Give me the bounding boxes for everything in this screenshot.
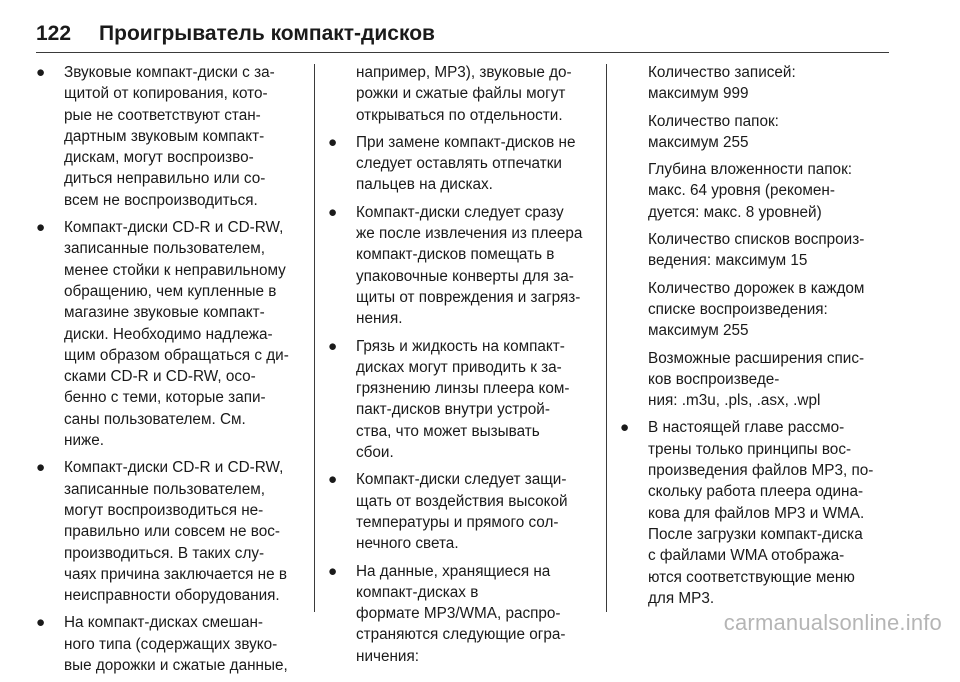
paragraph	[620, 111, 890, 154]
text-line: Количество списков воспроиз-	[648, 231, 865, 249]
text-line: правильно или совсем не вос-	[64, 523, 280, 541]
text-line: всем не воспроизводиться.	[64, 191, 258, 209]
bullet-item	[36, 62, 306, 211]
text-line: Количество дорожек в каждом	[648, 279, 865, 297]
bullet-icon: ●	[328, 203, 338, 221]
text-line: сбои.	[356, 444, 394, 462]
text-line: вые дорожки и сжатые данные,	[64, 657, 288, 675]
text-line: формате MP3/WMA, распро-	[356, 605, 561, 623]
text-line: ниже.	[64, 432, 104, 450]
text-line: следует оставлять отпечатки	[356, 155, 562, 173]
header-divider	[36, 52, 889, 53]
text-line: упаковочные конверты для за-	[356, 267, 574, 285]
text-line: Количество записей:	[648, 64, 796, 81]
bullet-icon: ●	[328, 337, 338, 355]
page-title: Проигрыватель компакт-дисков	[99, 22, 435, 45]
text-line: записанные пользователем,	[64, 480, 266, 498]
text-line: диски. Необходимо надлежа-	[64, 325, 273, 343]
text-line: На данные, хранящиеся на	[356, 562, 551, 580]
text-line: компакт-дисках в	[356, 583, 479, 601]
bullet-item	[328, 132, 593, 196]
text-line: Звуковые компакт-диски с за-	[64, 64, 275, 81]
bullet-icon: ●	[36, 459, 46, 477]
text-line: например, MP3), звуковые до-	[356, 64, 572, 81]
paragraph	[620, 62, 890, 105]
text-line: щитой от копирования, кото-	[64, 85, 268, 103]
bullet-item	[328, 469, 593, 554]
text-column-2	[328, 62, 593, 673]
text-line: дартным звуковым компакт-	[64, 127, 265, 145]
text-line: ства, что может вызывать	[356, 422, 540, 440]
paragraph	[620, 348, 890, 412]
page-header	[36, 22, 888, 52]
text-line: Компакт-диски следует защи-	[356, 471, 567, 489]
text-line: списке воспроизведения:	[648, 300, 828, 318]
text-line: дуется: макс. 8 уровней)	[648, 203, 822, 221]
text-line: щим образом обращаться с ди-	[64, 346, 289, 364]
text-line: После загрузки компакт-диска	[648, 525, 863, 543]
text-line: макс. 64 уровня (рекомен-	[648, 182, 835, 200]
text-line: температуры и прямого сол-	[356, 513, 559, 531]
text-line: ния: .m3u, .pls, .asx, .wpl	[648, 392, 821, 410]
text-line: ются соответствующие меню	[648, 568, 855, 586]
text-line: Компакт-диски CD-R и CD-RW,	[64, 219, 284, 237]
text-line: неисправности оборудования.	[64, 587, 280, 605]
bullet-icon: ●	[328, 133, 338, 151]
text-line: щать от воздействия высокой	[356, 492, 568, 510]
text-line: На компакт-дисках смешан-	[64, 614, 263, 632]
text-line: скольку работа плеера одина-	[648, 483, 864, 501]
text-line: компакт-дисков помещать в	[356, 246, 555, 264]
text-line: открываться по отдельности.	[356, 106, 563, 124]
text-line: рожки и сжатые файлы могут	[356, 85, 566, 103]
bullet-item	[328, 202, 593, 330]
text-line: произведения файлов MP3, по-	[648, 462, 874, 480]
text-line: пальцев на дисках.	[356, 176, 493, 194]
text-line: дисках могут приводить к за-	[356, 358, 562, 376]
bullet-icon: ●	[36, 219, 46, 237]
text-line: При замене компакт-дисков не	[356, 133, 576, 151]
bullet-item	[328, 336, 593, 464]
text-column-1	[36, 62, 306, 682]
text-line: кова для файлов MP3 и WMA.	[648, 504, 865, 522]
text-line: страняются следующие огра-	[356, 626, 566, 644]
text-line: максимум 255	[648, 322, 749, 340]
watermark-text: carmanualsonline.info	[723, 610, 942, 635]
bullet-icon: ●	[36, 614, 46, 632]
bullet-item	[328, 561, 593, 667]
text-line: В настоящей главе рассмо-	[648, 419, 845, 437]
text-line: максимум 255	[648, 133, 749, 151]
text-line: нения.	[356, 310, 403, 328]
text-line: щиты от повреждения и загряз-	[356, 288, 581, 306]
text-line: ничения:	[356, 647, 419, 665]
text-line: обращению, чем купленные в	[64, 282, 277, 300]
text-line: Компакт-диски следует сразу	[356, 203, 564, 221]
bullet-item	[620, 417, 890, 609]
paragraph	[328, 62, 593, 126]
bullet-item	[36, 457, 306, 606]
text-line: ков воспроизведе-	[648, 370, 780, 388]
text-column-3	[620, 62, 890, 615]
bullet-icon: ●	[36, 64, 46, 81]
column-divider-2	[606, 64, 607, 612]
text-line: грязнению линзы плеера ком-	[356, 380, 570, 398]
text-line: ного типа (содержащих звуко-	[64, 635, 278, 653]
text-line: сками CD-R и CD-RW, осо-	[64, 368, 256, 386]
column-divider-1	[314, 64, 315, 612]
text-line: магазине звуковые компакт-	[64, 304, 265, 322]
text-line: же после извлечения из плеера	[356, 225, 583, 243]
text-line: Глубина вложенности папок:	[648, 161, 853, 179]
paragraph	[620, 229, 890, 272]
paragraph	[620, 159, 890, 223]
text-line: максимум 999	[648, 85, 749, 103]
text-line: бенно с теми, которые запи-	[64, 389, 266, 407]
bullet-icon: ●	[328, 471, 338, 489]
text-line: менее стойки к неправильному	[64, 261, 286, 279]
text-line: трены только принципы вос-	[648, 440, 852, 458]
text-line: Грязь и жидкость на компакт-	[356, 337, 565, 355]
bullet-item	[36, 612, 306, 676]
bullet-icon: ●	[328, 562, 338, 580]
text-line: Компакт-диски CD-R и CD-RW,	[64, 459, 284, 477]
text-line: дискам, могут воспроизво-	[64, 149, 254, 167]
text-line: рые не соответствуют стан-	[64, 106, 261, 124]
text-line: Возможные расширения спис-	[648, 349, 865, 367]
text-line: диться неправильно или со-	[64, 170, 266, 188]
text-line: Количество папок:	[648, 112, 779, 130]
bullet-icon: ●	[620, 419, 630, 437]
text-line: ведения: максимум 15	[648, 252, 808, 270]
text-line: для MP3.	[648, 589, 715, 607]
text-line: саны пользователем. См.	[64, 410, 246, 428]
bullet-item	[36, 217, 306, 451]
text-line: могут воспроизводиться не-	[64, 501, 264, 519]
page-number: 122	[36, 22, 72, 45]
text-line: нечного света.	[356, 535, 459, 553]
text-line: записанные пользователем,	[64, 240, 266, 258]
text-line: пакт-дисков внутри устрой-	[356, 401, 550, 419]
paragraph	[620, 278, 890, 342]
text-line: чаях причина заключается не в	[64, 565, 287, 583]
text-line: производиться. В таких слу-	[64, 544, 265, 562]
text-line: с файлами WMA отобража-	[648, 547, 845, 565]
